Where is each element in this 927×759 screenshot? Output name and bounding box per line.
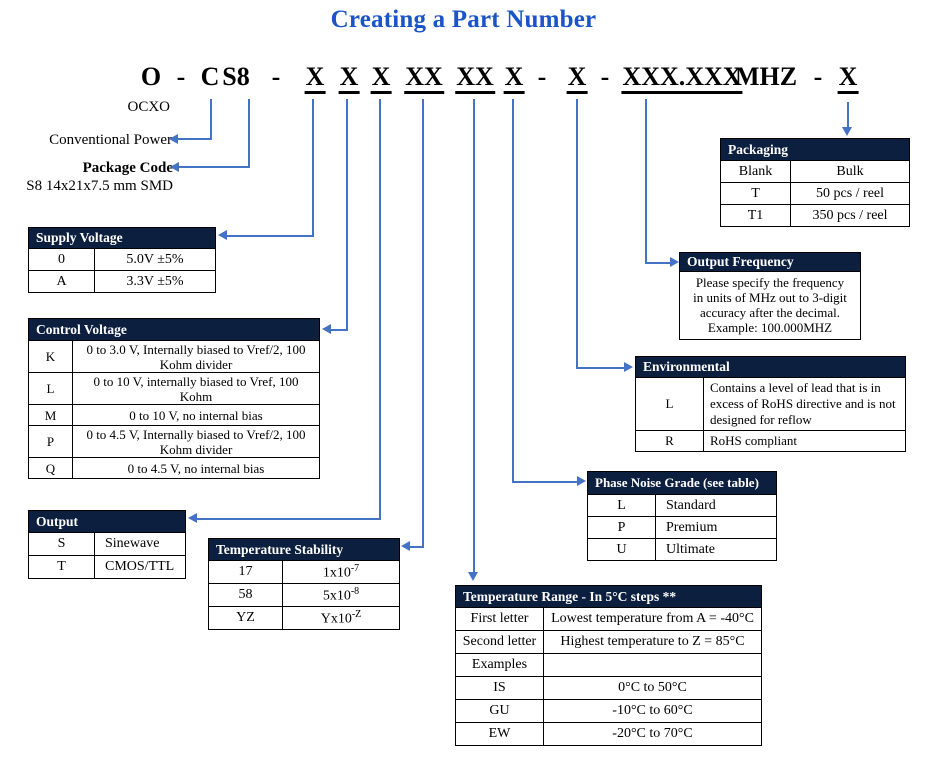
table-row: [456, 654, 762, 677]
table-row: [29, 341, 320, 373]
arrow-line: [227, 235, 314, 237]
arrow-line: [473, 99, 475, 573]
table-row: [588, 517, 777, 539]
arrow-line: [379, 99, 381, 520]
temperature-stability-table: [208, 538, 400, 630]
code-cell: Examples: [456, 654, 544, 677]
code-cell: GU: [456, 700, 544, 723]
table-row: [721, 205, 910, 227]
value-cell: 0 to 10 V, internally biased to Vref, 100 Kohm: [73, 373, 320, 405]
table-row: [456, 677, 762, 700]
code-cell: First letter: [456, 608, 544, 631]
table-row: [209, 607, 400, 630]
code-cell: U: [588, 539, 656, 561]
output-frequency-note: [680, 272, 860, 339]
table-row: [29, 533, 186, 556]
value-cell: 0 to 3.0 V, Internally biased to Vref/2, 100 Kohm divider: [73, 341, 320, 373]
code-cell: 0: [29, 249, 95, 271]
table-row: [636, 431, 906, 452]
pn-seg-phase: X: [504, 63, 525, 94]
pn-seg-frequency: XXX.XXX: [621, 63, 742, 94]
code-cell: Second letter: [456, 631, 544, 654]
stability-exponent: -7: [350, 562, 360, 574]
arrow-head-right-icon: [577, 476, 586, 486]
arrow-line: [312, 99, 314, 237]
arrow-line: [210, 99, 212, 140]
table-row: [456, 723, 762, 746]
code-cell: L: [636, 378, 704, 431]
arrow-head-left-icon: [218, 230, 227, 240]
value-cell: Premium: [656, 517, 777, 539]
code-cell: P: [29, 426, 73, 458]
value-cell: -20°C to 70°C: [544, 723, 762, 746]
stability-base: 1x10: [322, 565, 351, 581]
code-cell: R: [636, 431, 704, 452]
phase-noise-grade-table: [587, 471, 777, 561]
code-cell: 58: [209, 584, 283, 607]
value-cell: [283, 607, 400, 630]
code-cell: EW: [456, 723, 544, 746]
arrow-line: [410, 546, 424, 548]
output-frequency-table: [679, 252, 861, 340]
value-cell: 5.0V ±5%: [95, 249, 216, 271]
table-row: [29, 426, 320, 458]
arrow-line: [422, 99, 424, 548]
table-header: Output Frequency: [680, 253, 860, 272]
table-row: [456, 700, 762, 723]
arrow-line: [576, 99, 578, 369]
table-row: [29, 249, 216, 271]
value-cell: 3.3V ±5%: [95, 271, 216, 293]
arrow-line: [178, 138, 212, 140]
code-cell: YZ: [209, 607, 283, 630]
table-row: [29, 556, 186, 579]
stability-exponent: -Z: [351, 608, 362, 620]
label-conventional-power: Conventional Power: [49, 132, 172, 148]
pn-seg-stability: XX: [404, 63, 444, 94]
arrow-line: [513, 481, 577, 483]
value-cell: CMOS/TTL: [95, 556, 186, 579]
packaging-table: [720, 138, 910, 227]
table-header: Output: [29, 511, 186, 533]
value-cell: Lowest temperature from A = -40°C: [544, 608, 762, 631]
arrow-line: [197, 518, 381, 520]
table-row: [721, 161, 910, 183]
arrow-line: [645, 99, 647, 264]
table-row: [29, 458, 320, 479]
pn-dash: -: [813, 62, 823, 91]
pn-seg-packaging: X: [838, 63, 859, 94]
table-header: Supply Voltage: [29, 228, 216, 249]
table-header: Temperature Stability: [209, 539, 400, 561]
code-cell: P: [588, 517, 656, 539]
table-header: Phase Noise Grade (see table): [588, 472, 777, 495]
arrow-head-down-icon: [468, 572, 478, 581]
pn-seg-control: X: [339, 63, 360, 94]
value-cell: Standard: [656, 495, 777, 517]
control-voltage-table: [28, 318, 320, 479]
code-cell: Q: [29, 458, 73, 479]
table-row: [721, 183, 910, 205]
code-cell: T: [29, 556, 95, 579]
table-row: [209, 561, 400, 584]
code-cell: T: [721, 183, 791, 205]
label-package-desc: S8 14x21x7.5 mm SMD: [26, 178, 173, 194]
arrow-head-left-icon: [169, 134, 178, 144]
code-cell: IS: [456, 677, 544, 700]
value-cell: Sinewave: [95, 533, 186, 556]
arrow-line: [646, 262, 670, 264]
value-cell: Bulk: [791, 161, 910, 183]
table-header: Environmental: [636, 357, 906, 378]
table-row: [456, 608, 762, 631]
code-cell: 17: [209, 561, 283, 584]
value-cell: [283, 584, 400, 607]
arrow-line: [346, 99, 348, 331]
arrow-head-down-icon: [842, 127, 852, 136]
pn-seg-power: C: [200, 62, 220, 91]
table-row: [29, 271, 216, 293]
value-cell: RoHS compliant: [704, 431, 906, 452]
pn-seg-package: S8: [222, 62, 250, 91]
code-cell: M: [29, 405, 73, 426]
code-cell: L: [588, 495, 656, 517]
arrow-head-right-icon: [624, 362, 633, 372]
stability-base: 5x10: [322, 588, 351, 604]
value-cell: 350 pcs / reel: [791, 205, 910, 227]
pn-seg-env: X: [567, 63, 588, 94]
table-row: [588, 495, 777, 517]
pn-seg-mhz: MHZ: [734, 62, 798, 91]
output-table: [28, 510, 186, 579]
arrow-head-right-icon: [670, 257, 679, 267]
table-row: [209, 584, 400, 607]
stability-base: Yx10: [320, 611, 352, 627]
label-package-code: Package Code: [82, 160, 173, 176]
arrow-head-left-icon: [322, 324, 331, 334]
pn-seg-output: X: [371, 63, 392, 94]
value-cell: Highest temperature to Z = 85°C: [544, 631, 762, 654]
table-row: [29, 405, 320, 426]
arrow-head-left-icon: [188, 513, 197, 523]
value-cell: -10°C to 60°C: [544, 700, 762, 723]
note-line: Example: 100.000MHZ: [707, 320, 833, 335]
table-row: [588, 539, 777, 561]
arrow-line: [577, 367, 624, 369]
arrow-head-left-icon: [170, 162, 179, 172]
code-cell: A: [29, 271, 95, 293]
value-cell: Ultimate: [656, 539, 777, 561]
table-row: [456, 631, 762, 654]
table-row: [29, 373, 320, 405]
page-title: Creating a Part Number: [330, 6, 597, 33]
value-cell: 50 pcs / reel: [791, 183, 910, 205]
stability-exponent: -8: [350, 585, 360, 597]
code-cell: T1: [721, 205, 791, 227]
temperature-range-table: [455, 585, 762, 746]
note-line: accuracy after the decimal.: [699, 305, 841, 320]
value-cell: 0 to 4.5 V, no internal bias: [73, 458, 320, 479]
note-line: Please specify the frequency: [695, 275, 845, 290]
arrow-line: [179, 166, 250, 168]
environmental-table: [635, 356, 906, 452]
pn-seg-supply: X: [305, 63, 326, 94]
pn-seg-range: XX: [455, 63, 495, 94]
table-header: Packaging: [721, 139, 910, 161]
arrow-line: [847, 102, 849, 128]
pn-seg-ocxo: O: [140, 62, 162, 91]
pn-dash: -: [600, 62, 610, 91]
label-ocxo: OCXO: [127, 99, 170, 115]
value-cell: [544, 654, 762, 677]
pn-dash: -: [176, 62, 186, 91]
table-row: [636, 378, 906, 431]
code-cell: L: [29, 373, 73, 405]
supply-voltage-table: [28, 227, 216, 293]
table-header: Temperature Range - In 5°C steps **: [456, 586, 762, 608]
table-header: Control Voltage: [29, 319, 320, 341]
code-cell: K: [29, 341, 73, 373]
pn-dash: -: [271, 62, 281, 91]
code-cell: S: [29, 533, 95, 556]
value-cell: 0°C to 50°C: [544, 677, 762, 700]
value-cell: Contains a level of lead that is in excess of RoHS directive and is not designed for reflow: [704, 378, 906, 431]
arrow-line: [248, 99, 250, 168]
value-cell: [283, 561, 400, 584]
pn-dash: -: [537, 62, 547, 91]
note-line: in units of MHz out to 3-digit: [693, 290, 847, 305]
value-cell: 0 to 4.5 V, Internally biased to Vref/2, 100 Kohm divider: [73, 426, 320, 458]
arrow-line: [512, 99, 514, 483]
arrow-head-left-icon: [401, 541, 410, 551]
value-cell: 0 to 10 V, no internal bias: [73, 405, 320, 426]
arrow-line: [331, 329, 347, 331]
code-cell: Blank: [721, 161, 791, 183]
